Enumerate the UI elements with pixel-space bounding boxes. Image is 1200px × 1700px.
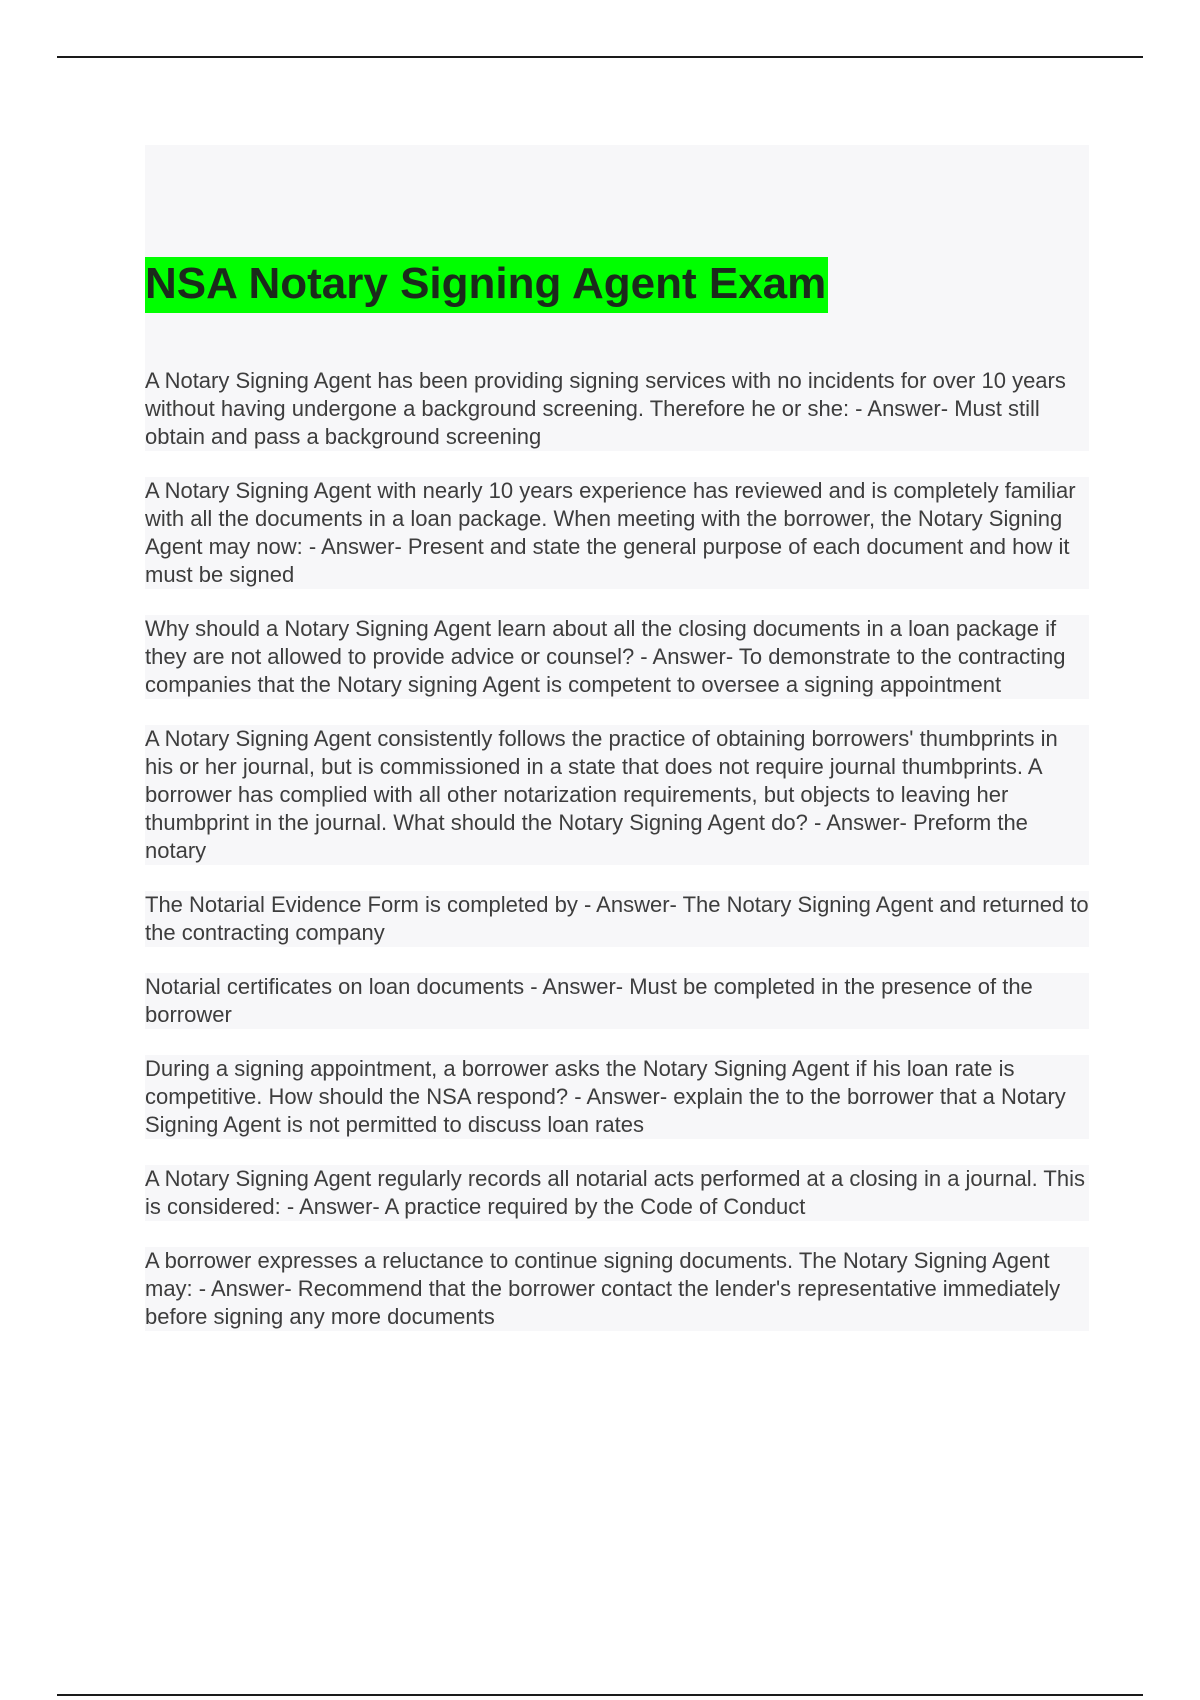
- qa-item-8: A Notary Signing Agent regularly records all notarial acts performed at a closing in a journal. This is considered: - Answer- A practice required by the Code of Conduct: [145, 1165, 1089, 1221]
- qa-item-5: The Notarial Evidence Form is completed by - Answer- The Notary Signing Agent and returned to the contracting company: [145, 892, 1089, 945]
- document-title: NSA Notary Signing Agent Exam: [145, 257, 828, 313]
- qa-item-9: A borrower expresses a reluctance to continue signing documents. The Notary Signing Agent may: - Answer- Recommend that the borrower contact the lender's representative immediately before signing any more documents: [145, 1247, 1089, 1331]
- top-rule: [57, 56, 1143, 58]
- qa-list: [145, 367, 1089, 1331]
- qa-item-3: Why should a Notary Signing Agent learn about all the closing documents in a loan package if they are not allowed to provide advice or counsel? - Answer- To demonstrate to the contracting companies that the Notary signing Agent is competent to oversee a signing appointment: [145, 615, 1089, 699]
- qa-item-6: Notarial certificates on loan documents - Answer- Must be completed in the presence of the borrower: [145, 973, 1089, 1029]
- qa-item-1: A Notary Signing Agent has been providing signing services with no incidents for over 10 years without having undergone a background screening. Therefore he or she: - Answer- Must still obtain and pass a background screening: [145, 367, 1089, 451]
- bottom-rule: [57, 1694, 1143, 1696]
- title-band: [145, 145, 1089, 367]
- qa-item-4: A Notary Signing Agent consistently follows the practice of obtaining borrowers' thumbprints in his or her journal, but is commissioned in a state that does not require journal thumbprints. A borrower has complied with all other notarization requirements, but objects to leaving her thumbprint in the journal. What should the Notary Signing Agent do? - Answer- Preform the notary: [145, 725, 1089, 865]
- qa-item-2: A Notary Signing Agent with nearly 10 years experience has reviewed and is completely familiar with all the documents in a loan package. When meeting with the borrower, the Notary Signing Agent may now: - Answer- Present and state the general purpose of each document and how it must be signed: [145, 477, 1089, 589]
- page-content: [145, 145, 1089, 1357]
- qa-item-7: During a signing appointment, a borrower asks the Notary Signing Agent if his loan rate is competitive. How should the NSA respond? - Answer- explain the to the borrower that a Notary Signing Agent is not permitted to discuss loan rates: [145, 1055, 1089, 1139]
